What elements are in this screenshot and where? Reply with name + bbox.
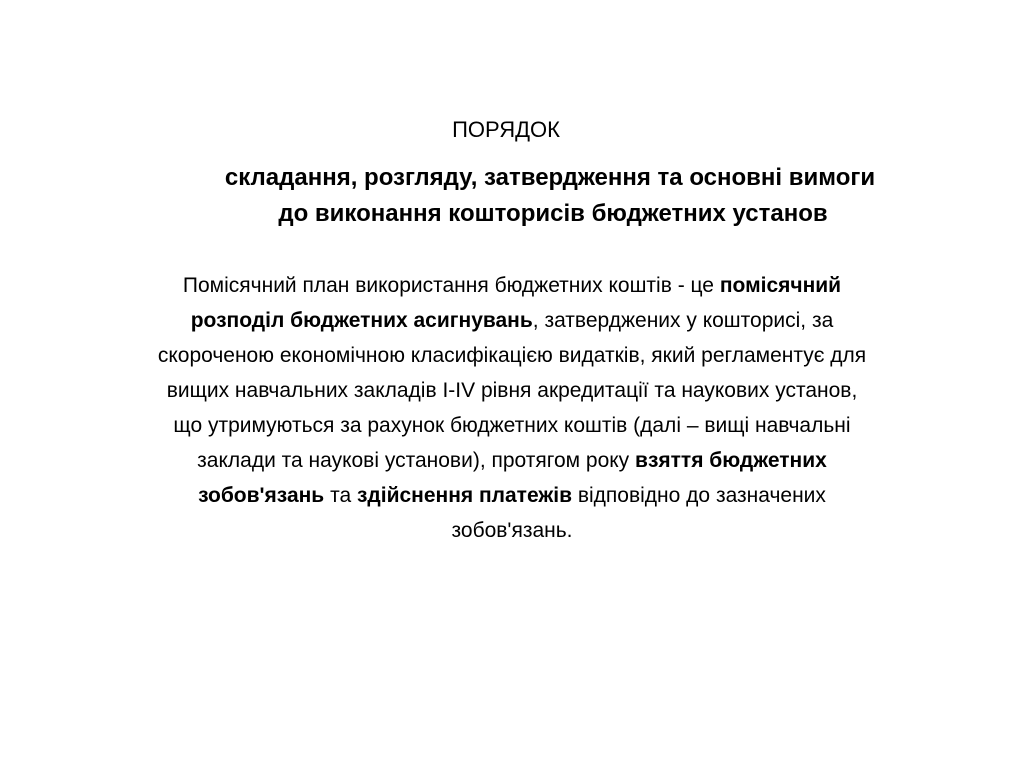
body-bold-2: взяття бюджетних зобов'язань: [198, 449, 827, 507]
body-paragraph: [150, 268, 874, 548]
body-text-1: Помісячний план використання бюджетних коштів - це: [182, 274, 714, 297]
body-text-2: , затверджених у кошторисі, за скороченою економічною класифікацією видатків, який регламентує для вищих навчальних закладів І-IV рівня акредитації та наукових установ, що утримуються за рахунок бюджетних коштів (далі – вищі навчальні заклади та наукові установи), протягом року: [157, 309, 867, 472]
slide-heading: ПОРЯДОК: [452, 117, 560, 142]
body-bold-3: здійснення платежів: [356, 484, 573, 507]
body-text-3: та: [330, 484, 352, 507]
subtitle-line-1: складання, розгляду, затвердження та основні вимоги: [224, 164, 876, 191]
body-bold-1: помісячний розподіл бюджетних асигнувань: [190, 274, 842, 332]
body-text-4: відповідно до зазначених зобов'язань.: [451, 484, 826, 542]
slide-subtitle: [120, 160, 980, 232]
subtitle-line-2: до виконання кошторисів бюджетних установ: [278, 200, 828, 227]
